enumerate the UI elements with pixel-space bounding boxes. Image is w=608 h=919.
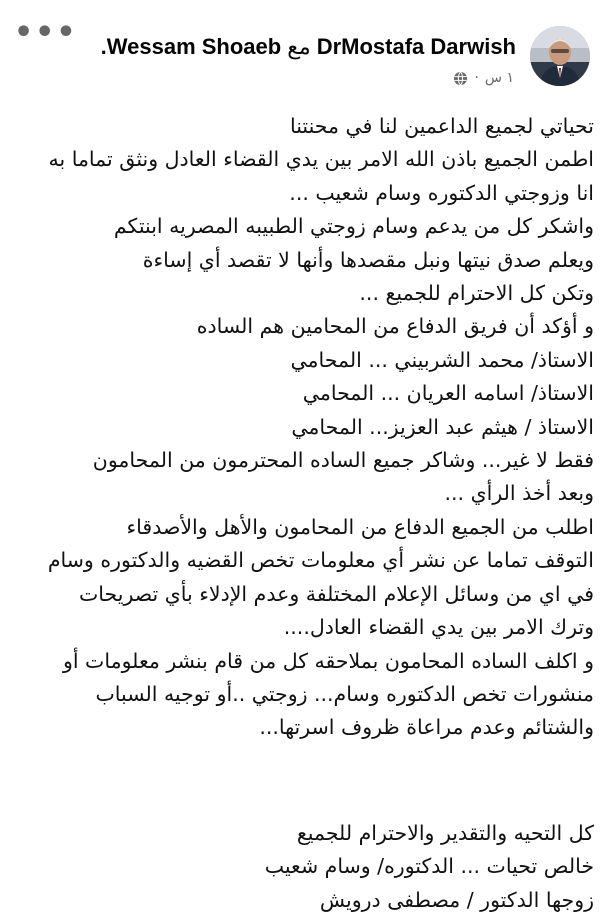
avatar-photo (530, 26, 590, 86)
body-line: وترك الامر بين يدي القضاء العادل.... (283, 615, 594, 640)
trailing-period: . (100, 34, 107, 59)
with-label: مع (287, 34, 311, 59)
body-line: اطلب من الجميع الدفاع من المحامون والأهل والأصدقاء (126, 514, 594, 539)
body-line: تحياتي لجميع الداعمين لنا في محنتنا (289, 114, 594, 138)
body-line: ويعلم صدق نيتها ونبل مقصدها وأنها لا تقصد أي إساءة (142, 247, 594, 272)
author-line (101, 34, 516, 60)
post-meta (453, 70, 514, 86)
body-line: الاستاذ/ اسامه العريان ... المحامي (302, 381, 594, 406)
closing-line: زوجها الدكتور / مصطفى درويش (319, 887, 594, 912)
closing-line: كل التحيه والتقدير والاحترام للجميع (296, 821, 594, 845)
body-line: والشتائم وعدم مراعاة ظروف اسرتها... (259, 715, 594, 740)
body-line: واشكر كل من يدعم وسام زوجتي الطبيبه المصريه ابنتكم (113, 214, 594, 239)
body-line: الاستاذ/ محمد الشربيني ... المحامي (290, 347, 594, 372)
author-name-link[interactable]: DrMostafa Darwish (316, 34, 516, 59)
body-line: انا وزوجتي الدكتوره وسام شعيب ... (289, 180, 594, 205)
body-line: و أؤكد أن فريق الدفاع من المحامين هم الساده (196, 314, 594, 339)
body-line: التوقف تماما عن نشر أي معلومات تخص القضيه والدكتوره وسام (47, 548, 594, 573)
body-line: منشورات تخص الدكتوره وسام... زوجتي ..أو توجيه السباب (95, 681, 594, 706)
globe-icon[interactable] (453, 71, 468, 86)
post-header (0, 0, 608, 100)
body-line: اطمن الجميع باذن الله الامر بين يدي القضاء العادل ونثق تماما به (48, 147, 594, 172)
body-line: فقط لا غير... وشاكر جميع الساده المحترمون من المحامون (92, 448, 594, 473)
closing-line: خالص تحيات ... الدكتوره/ وسام شعيب (264, 854, 594, 879)
body-line: و اكلف الساده المحامون بملاحقه كل من قام بنشر معلومات أو (62, 648, 594, 673)
meta-separator: · (474, 70, 479, 86)
post-timestamp[interactable]: ١ س (484, 70, 514, 86)
more-options-button[interactable] (14, 15, 78, 50)
more-dots-icon: ••• (14, 15, 78, 50)
tagged-user-link[interactable]: Wessam Shoaeb (106, 34, 282, 59)
author-avatar[interactable] (530, 26, 590, 86)
body-line: في اي من وسائل الإعلام المختلفة وعدم الإدلاء بأي تصريحات (78, 581, 594, 606)
body-line: الاستاذ / هيثم عبد العزيز... المحامي (291, 414, 594, 439)
post-body (14, 110, 594, 745)
post-closing (14, 817, 594, 917)
body-line: وبعد أخذ الرأي ... (444, 481, 594, 506)
body-line: وتكن كل الاحترام للجميع ... (359, 281, 594, 306)
